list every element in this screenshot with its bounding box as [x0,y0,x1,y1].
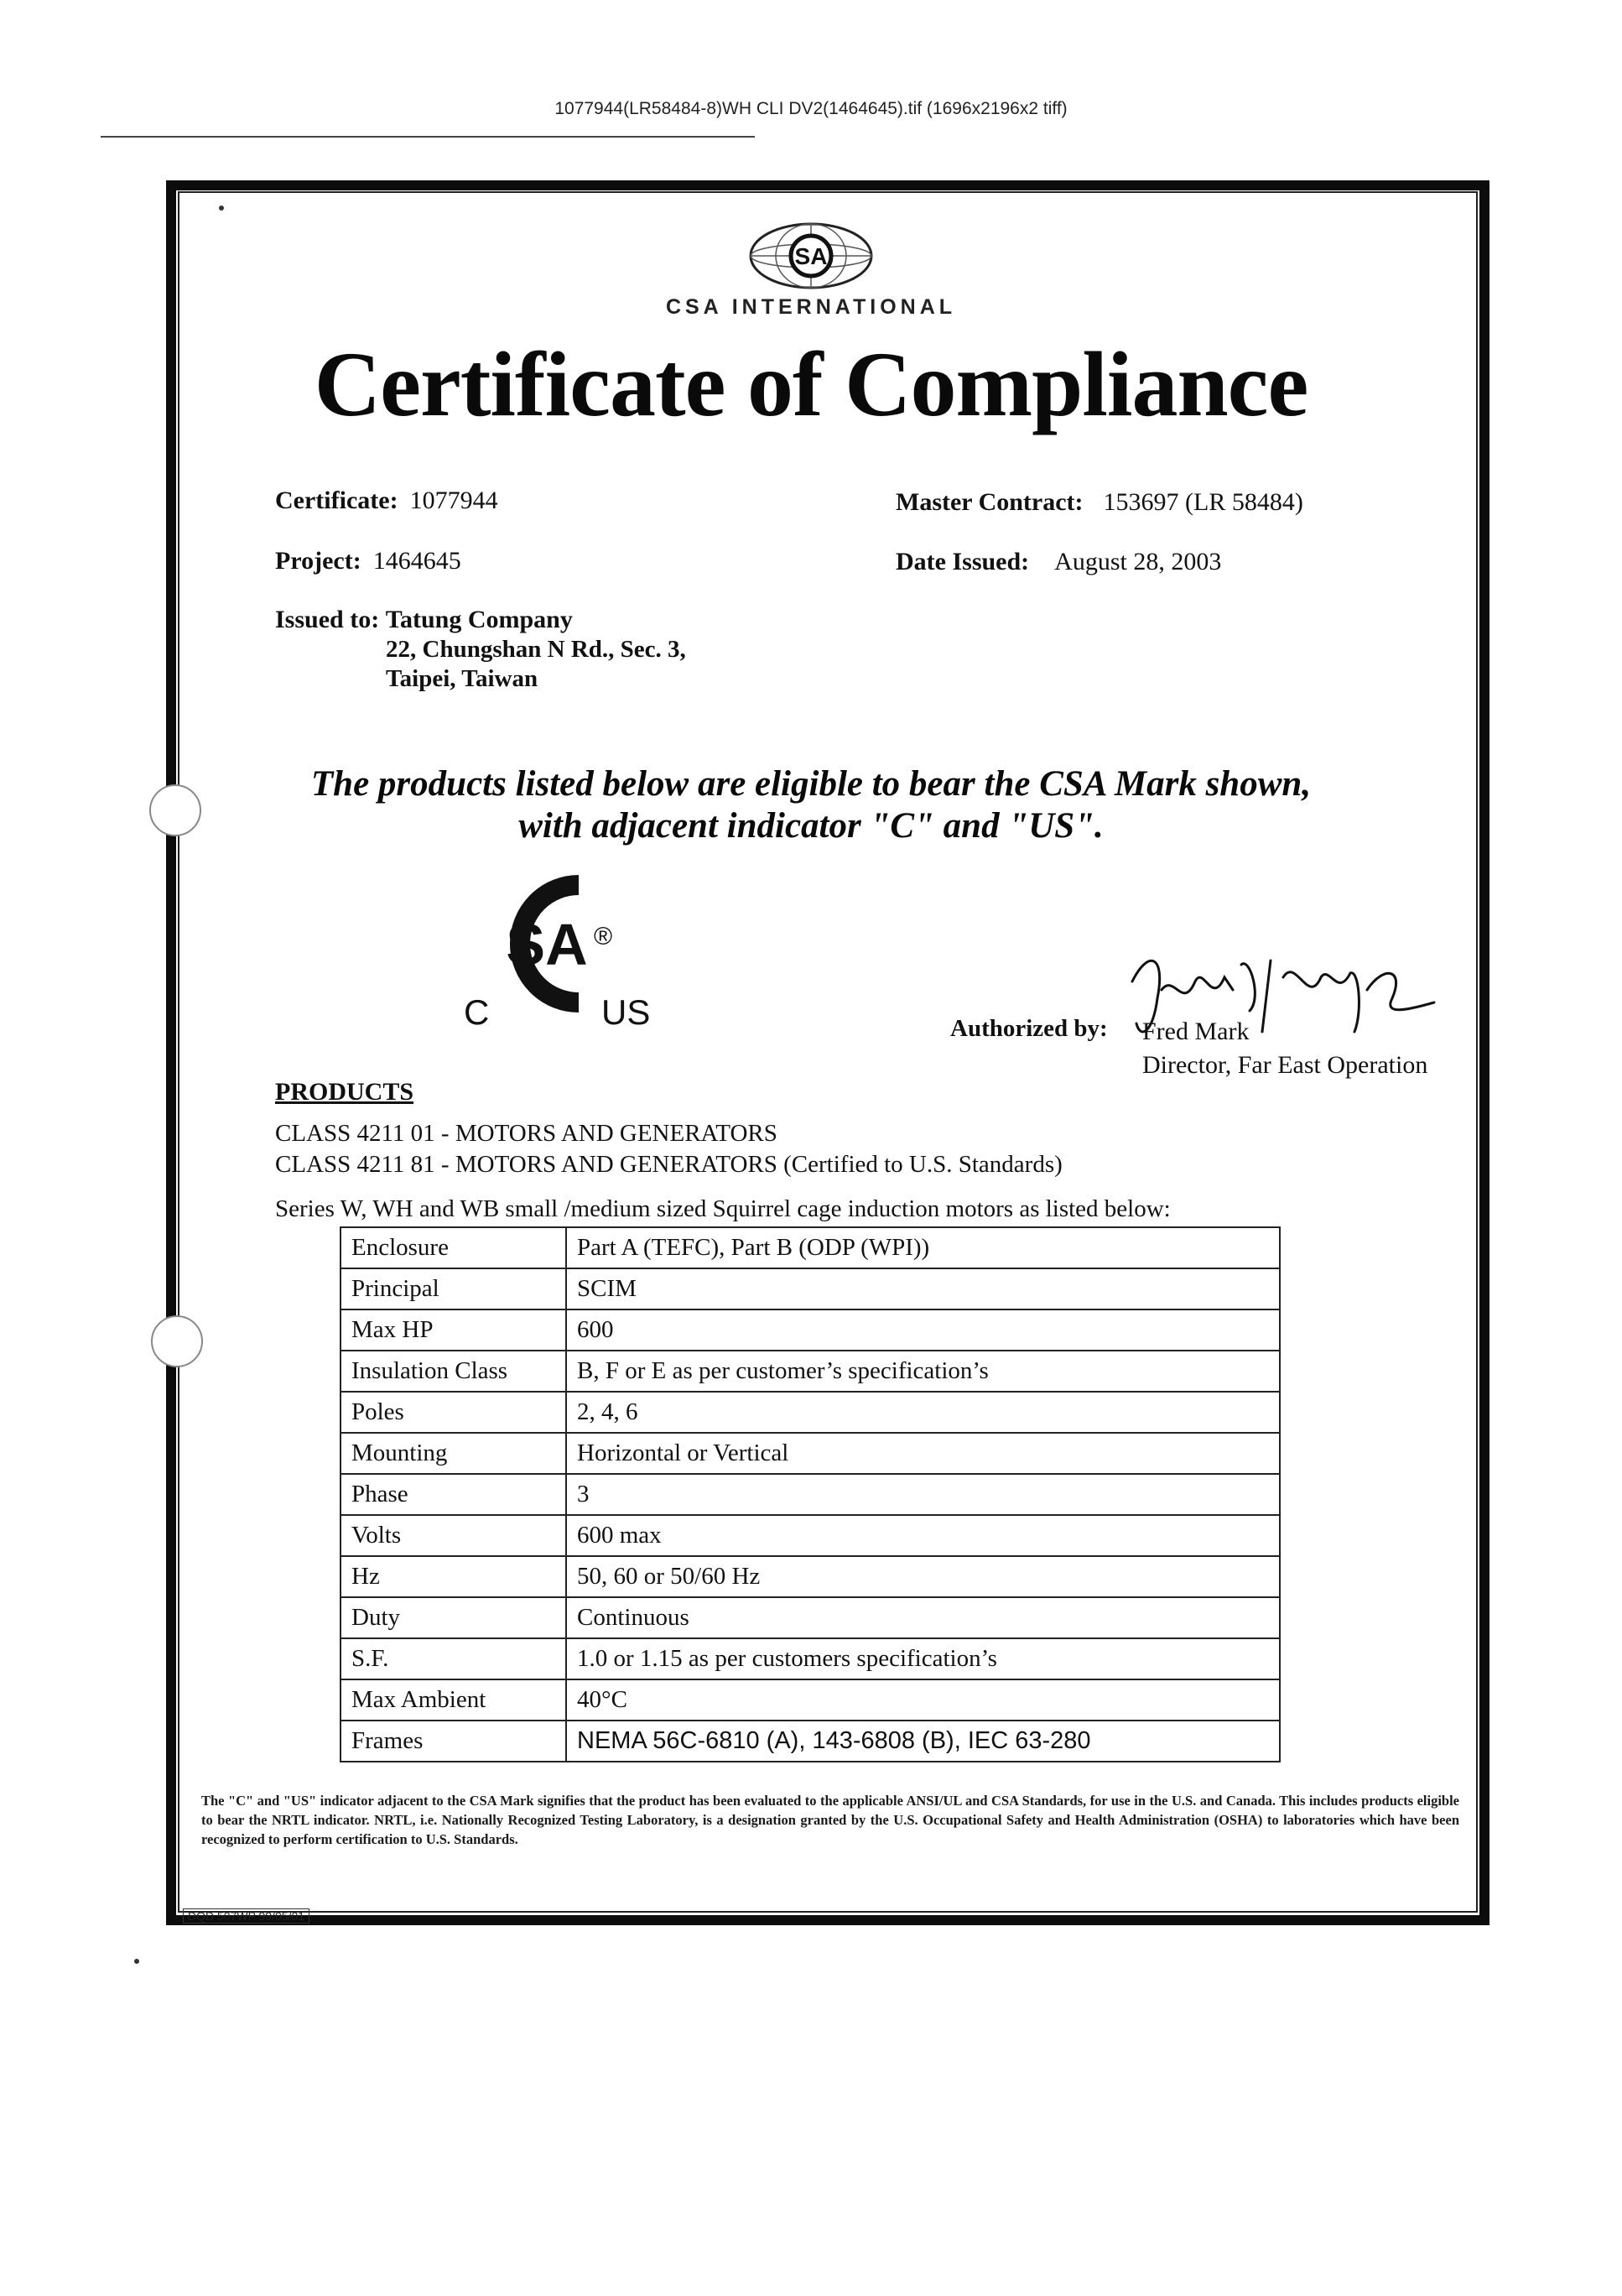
project-field [275,547,461,575]
specifications-table [340,1226,1281,1762]
table-row [341,1638,1280,1679]
eligibility-statement-line-2: with adjacent indicator "C" and "US". [518,806,1104,846]
table-row [341,1721,1280,1762]
top-rule [101,136,755,138]
spec-key: Insulation Class [341,1351,566,1392]
date-issued-value: August 28, 2003 [1054,548,1222,575]
spec-key: Enclosure [341,1227,566,1268]
table-row [341,1474,1280,1515]
signer-name: Fred Mark [1142,1018,1250,1045]
spec-key: Volts [341,1515,566,1556]
mark-indicator-c: C [464,992,490,1032]
mark-indicator-us: US [601,992,651,1032]
table-row [341,1433,1280,1474]
csa-globe-logo-icon [743,214,879,298]
spec-value: 600 max [566,1515,1280,1556]
project-value: 1464645 [372,547,461,575]
spec-value: Horizontal or Vertical [566,1433,1280,1474]
spec-key: Duty [341,1597,566,1638]
table-row [341,1227,1280,1268]
certificate-number-field [275,487,498,515]
certificate-title: Certificate of Compliance [314,333,1308,435]
registered-mark: ® [594,923,613,950]
table-row [341,1515,1280,1556]
project-label: Project: [275,547,361,575]
issued-to-name: Tatung Company [385,606,573,633]
table-row [341,1679,1280,1721]
spec-value: SCIM [566,1268,1280,1309]
spec-key: Poles [341,1392,566,1433]
punch-hole-decoration [149,784,201,836]
scan-speck [219,206,224,211]
punch-hole-decoration [151,1315,203,1367]
master-contract-field [896,488,1303,517]
product-class-line-2: CLASS 4211 81 - MOTORS AND GENERATORS (Certified to U.S. Standards) [275,1151,1063,1178]
certification-footnote: The "C" and "US" indicator adjacent to the CSA Mark signifies that the product has been evaluated to the applicable ANSI/UL and CSA Standards, for use in the U.S. and Canada. This includes products eligible to bear the NRTL indicator. NRTL, i.e. Nationally Recognized Testing Laboratory, is a designation granted by the U.S. Occupational Safety and Health Administration (OSHA) to laboratories which have been recognized to perform certification to U.S. Standards. [201,1793,1459,1847]
spec-key: Hz [341,1556,566,1597]
master-contract-value: 153697 (LR 58484) [1103,488,1303,516]
spec-value: 600 [566,1309,1280,1351]
organization-name: CSA INTERNATIONAL [665,295,957,319]
series-description: Series W, WH and WB small /medium sized Squirrel cage induction motors as listed below: [275,1195,1171,1222]
spec-key: S.F. [341,1638,566,1679]
spec-key: Frames [341,1721,566,1762]
authorized-by-label: Authorized by: [950,1015,1108,1042]
svg-text:SA: SA [794,243,828,269]
form-code: DQD 507WP 99/05/01 [183,1908,309,1924]
spec-value: 40°C [566,1679,1280,1721]
spec-key: Max HP [341,1309,566,1351]
table-row [341,1556,1280,1597]
spec-value: 50, 60 or 50/60 Hz [566,1556,1280,1597]
issued-to-field [275,606,573,634]
certificate-number-value: 1077944 [409,487,498,514]
table-row [341,1392,1280,1433]
spec-value: Continuous [566,1597,1280,1638]
table-row [341,1597,1280,1638]
table-row [341,1351,1280,1392]
master-contract-label: Master Contract: [896,488,1084,516]
issued-to-label: Issued to: [275,606,380,633]
address-line-2: Taipei, Taiwan [386,665,538,692]
filename-header: 1077944(LR58484-8)WH CLI DV2(1464645).tif (1696x2196x2 tiff) [554,99,1068,118]
spec-value: Part A (TEFC), Part B (ODP (WPI)) [566,1227,1280,1268]
spec-key: Max Ambient [341,1679,566,1721]
spec-key: Principal [341,1268,566,1309]
products-heading: PRODUCTS [275,1078,414,1106]
spec-value: B, F or E as per customer’s specification’s [566,1351,1280,1392]
product-class-line-1: CLASS 4211 01 - MOTORS AND GENERATORS [275,1120,777,1147]
spec-key: Phase [341,1474,566,1515]
spec-value: NEMA 56C-6810 (A), 143-6808 (B), IEC 63-280 [566,1721,1280,1762]
signer-title: Director, Far East Operation [1142,1051,1428,1079]
spec-value: 1.0 or 1.15 as per customers specification’s [566,1638,1280,1679]
scan-speck [134,1959,139,1964]
table-row [341,1268,1280,1309]
spec-value: 2, 4, 6 [566,1392,1280,1433]
certificate-number-label: Certificate: [275,487,398,514]
date-issued-label: Date Issued: [896,548,1030,575]
spec-key: Mounting [341,1433,566,1474]
svg-text:SA: SA [506,912,588,977]
date-issued-field [896,548,1221,576]
eligibility-statement-line-1: The products listed below are eligible to bear the CSA Mark shown, [310,764,1312,804]
table-row [341,1309,1280,1351]
address-line-1: 22, Chungshan N Rd., Sec. 3, [386,636,686,663]
spec-value: 3 [566,1474,1280,1515]
